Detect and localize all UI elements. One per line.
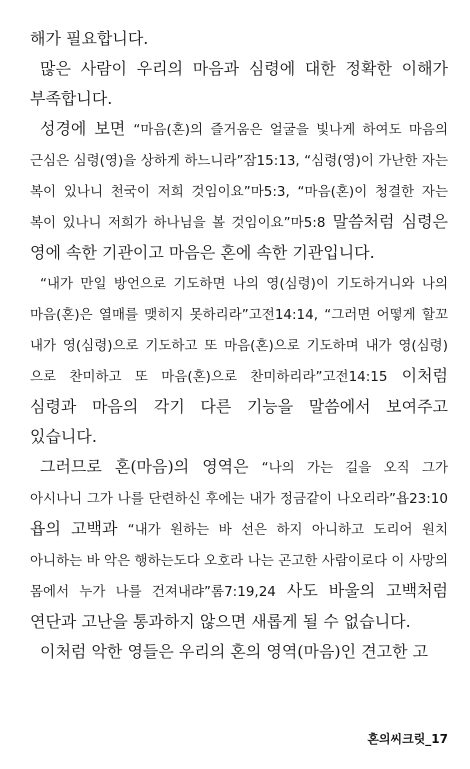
scripture-quote: “나의 가는 길을 오직 그가 아시나니 그가 나를 단련하신 후에는 내가 정금같이 나오리라”욥23:10 — [30, 460, 448, 507]
paragraph-4 — [30, 268, 448, 452]
body-text: 해가 필요합니다. — [30, 29, 149, 48]
body-text: 성경에 보면 — [40, 119, 134, 138]
paragraph-5 — [30, 452, 448, 637]
body-text: 욥의 고백과 — [30, 519, 128, 538]
page-footer: 혼의씨크릿_17 — [367, 732, 448, 746]
paragraph-1 — [30, 24, 448, 54]
paragraph-6 — [30, 637, 448, 667]
body-text: 말씀처럼 심령은 영에 속한 기관이고 마음은 혼에 속한 기관입니다. — [30, 212, 448, 262]
body-text: 사도 바울의 고백처럼 연단과 고난을 통과하지 않으면 새롭게 될 수 없습니다. — [30, 581, 448, 631]
scripture-quote: “마음(혼)의 즐거움은 얼굴을 빛나게 하여도 마음의 근심은 심령(영)을 상하게 하느니라”잠15:13, “심령(영)이 가난한 자는 복이 있나니 천국이 저희 것임이요”마5:3, “마음(혼)이 청결한 자는 복이 있나니 저희가 하나님을 볼 것임이요”마5:8 — [30, 122, 449, 231]
paragraph-2 — [30, 54, 448, 114]
scripture-quote: “내가 원하는 바 선은 하지 아니하고 도리어 원치 아니하는 바 악은 행하는도다 오호라 나는 곤고한 사람이로다 이 사망의 몸에서 누가 나를 건져내랴”롬7:19,24 — [30, 522, 449, 600]
body-text: 많은 사람이 우리의 마음과 심령에 대한 정확한 이해가 부족합니다. — [30, 59, 448, 108]
body-text: 이처럼 심령과 마음의 각기 다른 기능을 말씀에서 보여주고 있습니다. — [30, 366, 448, 446]
scripture-quote: “내가 만일 방언으로 기도하면 나의 영(심령)이 기도하거니와 나의 마음(혼)은 열매를 맺히지 못하리라”고전14:14, “그러면 어떻게 할꼬 내가 영(심령)으로 기도하고 또 마음(혼)으로 기도하며 내가 영(심령)으로 찬미하고 또 마음(혼)으로 찬미하리라”고전14:15 — [30, 276, 448, 385]
paragraph-3 — [30, 114, 448, 268]
body-text: 이처럼 악한 영들은 우리의 혼의 영역(마음)인 견고한 고 — [40, 642, 429, 661]
body-text: 그러므로 혼(마음)의 영역은 — [40, 457, 262, 476]
